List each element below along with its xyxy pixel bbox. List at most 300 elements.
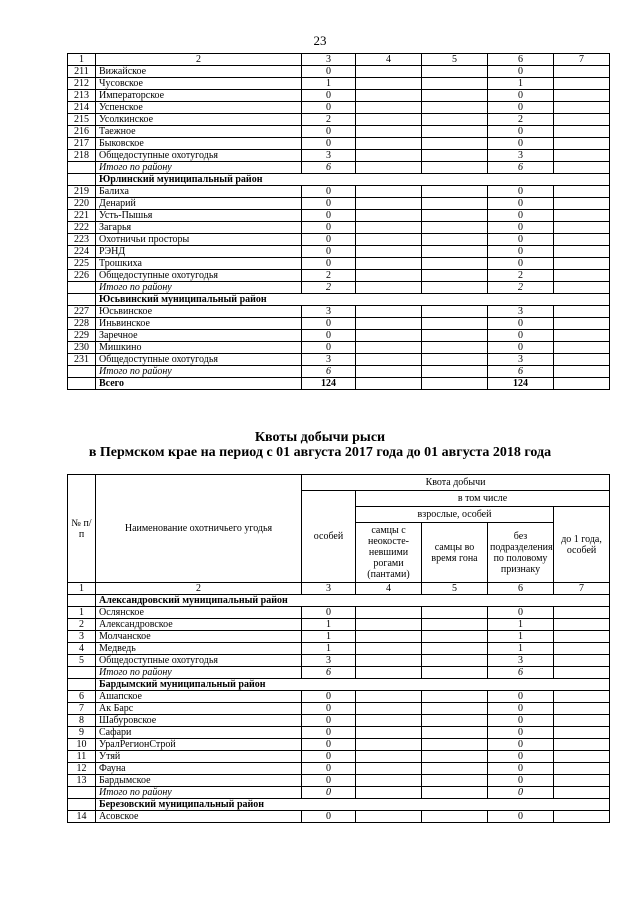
header-kvota: Квота добычи bbox=[302, 475, 610, 491]
hunting-ground-name: УралРегионСтрой bbox=[96, 739, 302, 751]
quota-individuals: 0 bbox=[302, 198, 356, 210]
row-number: 228 bbox=[68, 318, 96, 330]
district-section-row bbox=[68, 174, 610, 186]
hunting-ground-name: Юсьвинское bbox=[96, 306, 302, 318]
without-sex-division: 0 bbox=[488, 691, 554, 703]
males-rut bbox=[422, 691, 488, 703]
quota-individuals: 1 bbox=[302, 631, 356, 643]
quota-individuals: 0 bbox=[302, 222, 356, 234]
quota-individuals: 0 bbox=[302, 607, 356, 619]
under-1-year bbox=[554, 222, 610, 234]
without-sex-division: 2 bbox=[488, 114, 554, 126]
under-1-year bbox=[554, 138, 610, 150]
table-row bbox=[68, 691, 610, 703]
header-name: Наименование охотничьего угодья bbox=[96, 475, 302, 583]
males-rut bbox=[422, 667, 488, 679]
column-number: 2 bbox=[96, 583, 302, 595]
row-number: 224 bbox=[68, 246, 96, 258]
quota-individuals: 0 bbox=[302, 66, 356, 78]
quota-individuals: 2 bbox=[302, 114, 356, 126]
district-subtotal-row bbox=[68, 787, 610, 799]
hunting-ground-name: Таежное bbox=[96, 126, 302, 138]
without-sex-division: 0 bbox=[488, 763, 554, 775]
hunting-ground-name: Молчанское bbox=[96, 631, 302, 643]
hunting-ground-name: Общедоступные охотугодья bbox=[96, 655, 302, 667]
table-row bbox=[68, 763, 610, 775]
hunting-ground-name: Бардымское bbox=[96, 775, 302, 787]
males-rut bbox=[422, 270, 488, 282]
under-1-year bbox=[554, 607, 610, 619]
under-1-year bbox=[554, 751, 610, 763]
district-subtotal-row bbox=[68, 162, 610, 174]
without-sex-division: 0 bbox=[488, 342, 554, 354]
hunting-ground-name: Медведь bbox=[96, 643, 302, 655]
header-samcy-gon: самцы во время гона bbox=[422, 523, 488, 583]
without-sex-division: 1 bbox=[488, 631, 554, 643]
table-row bbox=[68, 246, 610, 258]
row-number: 12 bbox=[68, 763, 96, 775]
quota-individuals: 1 bbox=[302, 78, 356, 90]
table-row bbox=[68, 318, 610, 330]
hunting-ground-name: Усолкинское bbox=[96, 114, 302, 126]
quota-individuals: 6 bbox=[302, 667, 356, 679]
district-name: Юсьвинский муниципальный район bbox=[96, 294, 610, 306]
quota-individuals: 0 bbox=[302, 90, 356, 102]
district-name: Юрлинский муниципальный район bbox=[96, 174, 610, 186]
quota-individuals: 0 bbox=[302, 330, 356, 342]
row-number: 220 bbox=[68, 198, 96, 210]
hunting-ground-name: Охотничьи просторы bbox=[96, 234, 302, 246]
males-rut bbox=[422, 366, 488, 378]
males-rut bbox=[422, 655, 488, 667]
row-number bbox=[68, 294, 96, 306]
under-1-year bbox=[554, 114, 610, 126]
under-1-year bbox=[554, 78, 610, 90]
males-rut bbox=[422, 763, 488, 775]
males-antlers bbox=[356, 643, 422, 655]
under-1-year bbox=[554, 258, 610, 270]
males-rut bbox=[422, 210, 488, 222]
table-row bbox=[68, 66, 610, 78]
hunting-ground-name: РЭНД bbox=[96, 246, 302, 258]
males-antlers bbox=[356, 366, 422, 378]
hunting-ground-name: Итого по району bbox=[96, 282, 302, 294]
hunting-ground-name: Быковское bbox=[96, 138, 302, 150]
under-1-year bbox=[554, 775, 610, 787]
males-rut bbox=[422, 138, 488, 150]
hunting-ground-name: Успенское bbox=[96, 102, 302, 114]
column-number: 5 bbox=[422, 54, 488, 66]
males-antlers bbox=[356, 811, 422, 823]
under-1-year bbox=[554, 715, 610, 727]
hunting-ground-name: Шабуровское bbox=[96, 715, 302, 727]
males-rut bbox=[422, 306, 488, 318]
males-antlers bbox=[356, 342, 422, 354]
hunting-ground-name: Итого по району bbox=[96, 162, 302, 174]
row-number: 212 bbox=[68, 78, 96, 90]
without-sex-division: 1 bbox=[488, 78, 554, 90]
without-sex-division: 0 bbox=[488, 703, 554, 715]
hunting-ground-name: Александровское bbox=[96, 619, 302, 631]
quota-individuals: 0 bbox=[302, 703, 356, 715]
column-number: 2 bbox=[96, 54, 302, 66]
under-1-year bbox=[554, 102, 610, 114]
without-sex-division: 0 bbox=[488, 775, 554, 787]
table-row bbox=[68, 126, 610, 138]
row-number bbox=[68, 679, 96, 691]
table-row bbox=[68, 739, 610, 751]
row-number: 223 bbox=[68, 234, 96, 246]
hunting-ground-name: Ашапское bbox=[96, 691, 302, 703]
row-number: 216 bbox=[68, 126, 96, 138]
under-1-year bbox=[554, 246, 610, 258]
without-sex-division: 0 bbox=[488, 138, 554, 150]
row-number: 11 bbox=[68, 751, 96, 763]
table-row bbox=[68, 270, 610, 282]
table-row bbox=[68, 102, 610, 114]
without-sex-division: 0 bbox=[488, 318, 554, 330]
males-rut bbox=[422, 150, 488, 162]
hunting-ground-name: Трошкиха bbox=[96, 258, 302, 270]
header-vzroslye: взрослые, особей bbox=[356, 507, 554, 523]
under-1-year bbox=[554, 354, 610, 366]
without-sex-division: 0 bbox=[488, 102, 554, 114]
row-number: 14 bbox=[68, 811, 96, 823]
table-row bbox=[68, 114, 610, 126]
header-samcy-rogami: самцы с неокосте-невшими рогами (пантами) bbox=[356, 523, 422, 583]
row-number: 1 bbox=[68, 607, 96, 619]
under-1-year bbox=[554, 126, 610, 138]
row-number: 2 bbox=[68, 619, 96, 631]
row-number bbox=[68, 595, 96, 607]
hunting-ground-name: Денарий bbox=[96, 198, 302, 210]
under-1-year bbox=[554, 330, 610, 342]
males-rut bbox=[422, 775, 488, 787]
hunting-ground-name: Сафари bbox=[96, 727, 302, 739]
row-number: 221 bbox=[68, 210, 96, 222]
quota-individuals: 2 bbox=[302, 282, 356, 294]
without-sex-division: 0 bbox=[488, 258, 554, 270]
table-row bbox=[68, 811, 610, 823]
without-sex-division: 0 bbox=[488, 811, 554, 823]
without-sex-division: 0 bbox=[488, 222, 554, 234]
hunting-ground-name: Итого по району bbox=[96, 366, 302, 378]
hunting-ground-name: Балиха bbox=[96, 186, 302, 198]
district-subtotal-row bbox=[68, 366, 610, 378]
table-row bbox=[68, 631, 610, 643]
table-row bbox=[68, 150, 610, 162]
males-rut bbox=[422, 811, 488, 823]
males-rut bbox=[422, 727, 488, 739]
without-sex-division: 3 bbox=[488, 306, 554, 318]
males-antlers bbox=[356, 727, 422, 739]
table-row bbox=[68, 90, 610, 102]
column-number: 1 bbox=[68, 54, 96, 66]
under-1-year bbox=[554, 186, 610, 198]
without-sex-division: 0 bbox=[488, 330, 554, 342]
grand-total-row bbox=[68, 378, 610, 390]
males-rut bbox=[422, 258, 488, 270]
under-1-year bbox=[554, 150, 610, 162]
males-rut bbox=[422, 715, 488, 727]
males-antlers bbox=[356, 715, 422, 727]
column-number: 6 bbox=[488, 54, 554, 66]
hunting-ground-name: Общедоступные охотугодья bbox=[96, 354, 302, 366]
row-number: 222 bbox=[68, 222, 96, 234]
hunting-ground-name: Загарья bbox=[96, 222, 302, 234]
hunting-ground-name: Заречное bbox=[96, 330, 302, 342]
under-1-year bbox=[554, 763, 610, 775]
under-1-year bbox=[554, 198, 610, 210]
row-number: 9 bbox=[68, 727, 96, 739]
males-antlers bbox=[356, 775, 422, 787]
under-1-year bbox=[554, 655, 610, 667]
table-row bbox=[68, 775, 610, 787]
hunting-ground-name: Общедоступные охотугодья bbox=[96, 270, 302, 282]
lynx-quota-table bbox=[67, 474, 610, 823]
males-rut bbox=[422, 162, 488, 174]
quota-individuals: 0 bbox=[302, 138, 356, 150]
district-name: Александровский муниципальный район bbox=[96, 595, 610, 607]
district-section-row bbox=[68, 679, 610, 691]
table-row bbox=[68, 258, 610, 270]
under-1-year bbox=[554, 306, 610, 318]
males-antlers bbox=[356, 631, 422, 643]
without-sex-division: 0 bbox=[488, 234, 554, 246]
row-number: 230 bbox=[68, 342, 96, 354]
column-number: 4 bbox=[356, 583, 422, 595]
males-antlers bbox=[356, 66, 422, 78]
hunting-ground-name: Ослянское bbox=[96, 607, 302, 619]
district-subtotal-row bbox=[68, 282, 610, 294]
table-row bbox=[68, 607, 610, 619]
without-sex-division: 0 bbox=[488, 198, 554, 210]
hunting-ground-name: Вижайское bbox=[96, 66, 302, 78]
without-sex-division: 6 bbox=[488, 667, 554, 679]
males-antlers bbox=[356, 258, 422, 270]
under-1-year bbox=[554, 318, 610, 330]
table-row bbox=[68, 234, 610, 246]
males-antlers bbox=[356, 90, 422, 102]
without-sex-division: 0 bbox=[488, 186, 554, 198]
without-sex-division: 6 bbox=[488, 162, 554, 174]
males-rut bbox=[422, 318, 488, 330]
males-rut bbox=[422, 354, 488, 366]
row-number: 8 bbox=[68, 715, 96, 727]
hunting-ground-name: Императорское bbox=[96, 90, 302, 102]
column-number: 1 bbox=[68, 583, 96, 595]
table-row bbox=[68, 186, 610, 198]
quota-individuals: 0 bbox=[302, 102, 356, 114]
males-antlers bbox=[356, 306, 422, 318]
males-antlers bbox=[356, 378, 422, 390]
district-subtotal-row bbox=[68, 667, 610, 679]
under-1-year bbox=[554, 378, 610, 390]
without-sex-division: 1 bbox=[488, 643, 554, 655]
column-number-row bbox=[68, 583, 610, 595]
row-number bbox=[68, 667, 96, 679]
table-row bbox=[68, 619, 610, 631]
under-1-year bbox=[554, 643, 610, 655]
under-1-year bbox=[554, 66, 610, 78]
under-1-year bbox=[554, 342, 610, 354]
under-1-year bbox=[554, 727, 610, 739]
column-number: 3 bbox=[302, 583, 356, 595]
row-number bbox=[68, 366, 96, 378]
hunting-ground-name: Всего bbox=[96, 378, 302, 390]
males-rut bbox=[422, 631, 488, 643]
males-rut bbox=[422, 102, 488, 114]
without-sex-division: 3 bbox=[488, 354, 554, 366]
hunting-ground-name: Ак Барс bbox=[96, 703, 302, 715]
without-sex-division: 0 bbox=[488, 751, 554, 763]
row-number bbox=[68, 787, 96, 799]
row-number: 218 bbox=[68, 150, 96, 162]
row-number: 7 bbox=[68, 703, 96, 715]
quota-individuals: 0 bbox=[302, 210, 356, 222]
males-rut bbox=[422, 643, 488, 655]
males-rut bbox=[422, 330, 488, 342]
hunting-ground-name: Фауна bbox=[96, 763, 302, 775]
males-antlers bbox=[356, 318, 422, 330]
row-number: 227 bbox=[68, 306, 96, 318]
males-rut bbox=[422, 787, 488, 799]
males-rut bbox=[422, 378, 488, 390]
quota-individuals: 0 bbox=[302, 763, 356, 775]
quota-individuals: 124 bbox=[302, 378, 356, 390]
district-section-row bbox=[68, 595, 610, 607]
under-1-year bbox=[554, 270, 610, 282]
quota-individuals: 0 bbox=[302, 775, 356, 787]
males-rut bbox=[422, 78, 488, 90]
under-1-year bbox=[554, 631, 610, 643]
under-1-year bbox=[554, 234, 610, 246]
table-row bbox=[68, 703, 610, 715]
quota-individuals: 0 bbox=[302, 787, 356, 799]
males-antlers bbox=[356, 607, 422, 619]
row-number: 215 bbox=[68, 114, 96, 126]
quota-individuals: 0 bbox=[302, 739, 356, 751]
header-v-tom-chisle: в том числе bbox=[356, 491, 610, 507]
males-antlers bbox=[356, 126, 422, 138]
table-row bbox=[68, 715, 610, 727]
males-rut bbox=[422, 607, 488, 619]
males-rut bbox=[422, 66, 488, 78]
row-number: 229 bbox=[68, 330, 96, 342]
quota-individuals: 1 bbox=[302, 643, 356, 655]
males-rut bbox=[422, 90, 488, 102]
row-number: 226 bbox=[68, 270, 96, 282]
males-antlers bbox=[356, 210, 422, 222]
quota-individuals: 6 bbox=[302, 162, 356, 174]
males-antlers bbox=[356, 655, 422, 667]
column-number: 7 bbox=[554, 54, 610, 66]
without-sex-division: 1 bbox=[488, 619, 554, 631]
table-row bbox=[68, 138, 610, 150]
males-antlers bbox=[356, 222, 422, 234]
males-antlers bbox=[356, 691, 422, 703]
under-1-year bbox=[554, 619, 610, 631]
quota-individuals: 2 bbox=[302, 270, 356, 282]
without-sex-division: 0 bbox=[488, 727, 554, 739]
males-rut bbox=[422, 703, 488, 715]
row-number bbox=[68, 378, 96, 390]
table-row bbox=[68, 306, 610, 318]
without-sex-division: 2 bbox=[488, 282, 554, 294]
row-number bbox=[68, 174, 96, 186]
males-antlers bbox=[356, 234, 422, 246]
under-1-year bbox=[554, 691, 610, 703]
column-number-row bbox=[68, 54, 610, 66]
males-antlers bbox=[356, 751, 422, 763]
table-row bbox=[68, 222, 610, 234]
district-section-row bbox=[68, 294, 610, 306]
males-antlers bbox=[356, 78, 422, 90]
males-antlers bbox=[356, 270, 422, 282]
district-name: Березовский муниципальный район bbox=[96, 799, 610, 811]
without-sex-division: 0 bbox=[488, 739, 554, 751]
table-row bbox=[68, 198, 610, 210]
column-number: 5 bbox=[422, 583, 488, 595]
males-antlers bbox=[356, 150, 422, 162]
table-row bbox=[68, 330, 610, 342]
row-number: 211 bbox=[68, 66, 96, 78]
males-antlers bbox=[356, 354, 422, 366]
males-antlers bbox=[356, 138, 422, 150]
without-sex-division: 0 bbox=[488, 787, 554, 799]
males-rut bbox=[422, 114, 488, 126]
without-sex-division: 6 bbox=[488, 366, 554, 378]
males-antlers bbox=[356, 162, 422, 174]
row-number: 214 bbox=[68, 102, 96, 114]
males-rut bbox=[422, 619, 488, 631]
males-rut bbox=[422, 739, 488, 751]
table-row bbox=[68, 751, 610, 763]
under-1-year bbox=[554, 210, 610, 222]
males-rut bbox=[422, 234, 488, 246]
males-rut bbox=[422, 198, 488, 210]
under-1-year bbox=[554, 811, 610, 823]
males-rut bbox=[422, 342, 488, 354]
without-sex-division: 3 bbox=[488, 150, 554, 162]
district-name: Бардымский муниципальный район bbox=[96, 679, 610, 691]
males-antlers bbox=[356, 787, 422, 799]
hunting-ground-name: Итого по району bbox=[96, 667, 302, 679]
quota-individuals: 0 bbox=[302, 715, 356, 727]
header-bez-podrazdeleniya: без подразделения по половому признаку bbox=[488, 523, 554, 583]
under-1-year bbox=[554, 162, 610, 174]
district-section-row bbox=[68, 799, 610, 811]
table-row bbox=[68, 354, 610, 366]
hunting-ground-name: Чусовское bbox=[96, 78, 302, 90]
table-row bbox=[68, 342, 610, 354]
table-row bbox=[68, 210, 610, 222]
header-np: № п/п bbox=[68, 475, 96, 583]
quota-individuals: 0 bbox=[302, 318, 356, 330]
table-row bbox=[68, 655, 610, 667]
under-1-year bbox=[554, 739, 610, 751]
males-antlers bbox=[356, 282, 422, 294]
males-antlers bbox=[356, 198, 422, 210]
males-antlers bbox=[356, 619, 422, 631]
column-number: 4 bbox=[356, 54, 422, 66]
row-number bbox=[68, 282, 96, 294]
quota-individuals: 0 bbox=[302, 342, 356, 354]
quota-individuals: 0 bbox=[302, 727, 356, 739]
quota-individuals: 0 bbox=[302, 234, 356, 246]
without-sex-division: 0 bbox=[488, 607, 554, 619]
header-do-1-goda: до 1 года, особей bbox=[554, 507, 610, 583]
